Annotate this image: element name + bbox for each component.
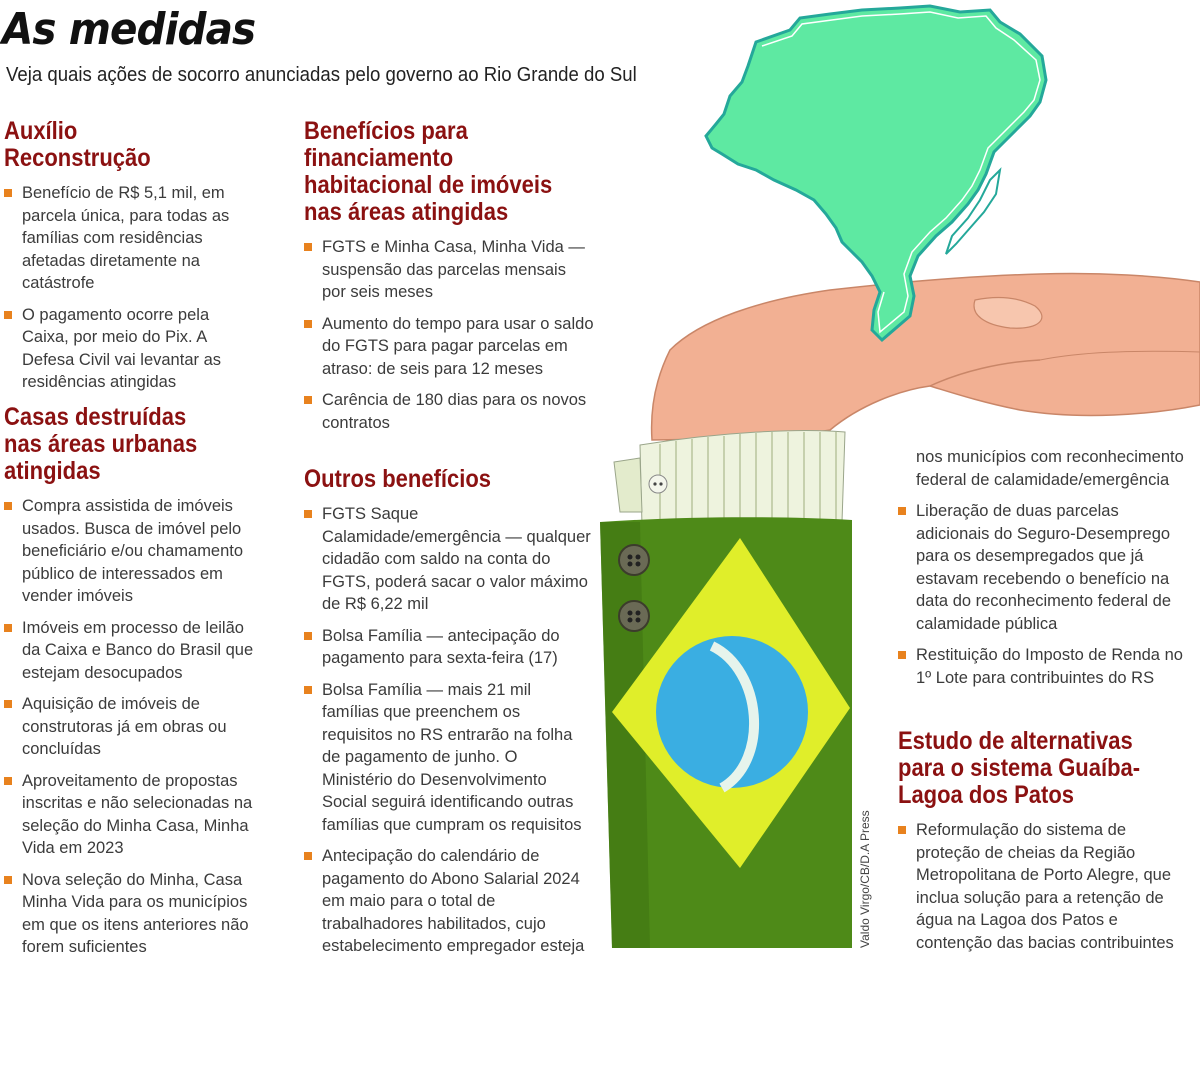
page-subtitle: Veja quais ações de socorro anunciadas pelo governo ao Rio Grande do Sul	[6, 64, 637, 86]
list-item-text: Compra assistida de imóveis usados. Busca de imóvel pelo beneficiário e/ou chamamento público de interessados em vender imóveis	[22, 497, 244, 605]
list-item-text: Aumento do tempo para usar o saldo do FGTS para pagar parcelas em atraso: de seis para 12 meses	[322, 314, 594, 378]
item-list	[4, 182, 244, 394]
list-item	[4, 770, 258, 860]
bullet-icon	[4, 700, 12, 708]
list-item	[304, 625, 592, 670]
list-item-text: Aproveitamento de propostas inscritas e não selecionadas na seleção do Minha Casa, Minha Vida em 2023	[22, 771, 253, 857]
bullet-icon	[4, 311, 12, 319]
page-title: As medidas	[2, 4, 256, 55]
list-item-text: Restituição do Imposto de Renda no 1º Lote para contribuintes do RS	[916, 646, 1183, 687]
list-item-text: Aquisição de imóveis de construtoras já em obras ou concluídas	[22, 695, 227, 758]
list-item	[304, 679, 592, 837]
list-item-text: Bolsa Família — mais 21 mil famílias que preenchem os requisitos no RS entrarão na folha de pagamento de junho. O Ministério do Desenvolvimento Social seguirá identificando outras famílias que cumpram os requisitos	[322, 680, 582, 834]
bullet-icon	[304, 510, 312, 518]
list-item	[304, 313, 594, 381]
item-list	[304, 503, 592, 958]
list-item	[898, 500, 1190, 635]
bullet-icon	[304, 243, 312, 251]
list-item	[4, 304, 244, 394]
bullet-icon	[304, 396, 312, 404]
list-item-text: Nova seleção do Minha, Casa Minha Vida para os municípios em que os itens anteriores não forem suficientes	[22, 870, 249, 956]
list-item-text: FGTS e Minha Casa, Minha Vida — suspensão das parcelas mensais por seis meses	[322, 238, 585, 301]
list-item-text: Antecipação do calendário de pagamento do Abono Salarial 2024 em maio para o total de trabalhadores habilitados, cujo estabelecimento empregador esteja	[322, 847, 585, 955]
list-item	[898, 819, 1190, 954]
list-item	[304, 236, 594, 304]
list-item-text: Imóveis em processo de leilão da Caixa e Banco do Brasil que estejam desocupados	[22, 618, 254, 682]
shirt-cuff-icon	[614, 431, 845, 526]
list-item-continuation	[898, 446, 1190, 491]
item-list	[304, 236, 594, 434]
bullet-icon	[4, 777, 12, 785]
bullet-icon	[898, 651, 906, 659]
list-item-text: Benefício de R$ 5,1 mil, em parcela única, para todas as famílias com residências afetadas diretamente na catástrofe	[22, 184, 230, 292]
section-financiamento-habitacional	[304, 118, 594, 443]
section-heading: Auxílio Reconstrução	[4, 117, 151, 172]
item-list	[4, 495, 258, 959]
section-heading: Benefícios para financiamento habitacional de imóveis nas áreas atingidas	[304, 117, 553, 226]
list-item-text: FGTS Saque Calamidade/emergência — qualquer cidadão com saldo na conta do FGTS, poderá sacar o valor máximo de R$ 6,22 mil	[322, 505, 591, 613]
section-heading: Estudo de alternativas para o sistema Guaíba-Lagoa dos Patos	[898, 727, 1141, 809]
section-outros-beneficios	[304, 466, 592, 967]
item-list	[898, 446, 1190, 689]
bullet-icon	[304, 686, 312, 694]
bullet-icon	[4, 502, 12, 510]
open-hand-icon	[652, 273, 1200, 440]
list-item	[4, 617, 258, 685]
list-item	[4, 693, 258, 761]
photo-credit: Valdo Virgo/CB/D.A Press	[858, 810, 872, 948]
bullet-icon	[304, 632, 312, 640]
list-item-text: O pagamento ocorre pela Caixa, por meio do Pix. A Defesa Civil vai levantar as residências atingidas	[22, 305, 221, 391]
bullet-icon	[304, 852, 312, 860]
brazil-flag-sleeve-icon	[600, 517, 852, 948]
bullet-icon	[304, 320, 312, 328]
bullet-icon	[4, 624, 12, 632]
bullet-icon	[898, 826, 906, 834]
list-item-text: Bolsa Família — antecipação do pagamento para sexta-feira (17)	[322, 626, 560, 667]
section-auxilio-reconstrucao	[4, 118, 244, 403]
item-list	[898, 819, 1190, 954]
section-casas-destruidas	[4, 404, 258, 968]
list-item-text: Reformulação do sistema de proteção de cheias da Região Metropolitana de Porto Alegre, que inclua solução para a retenção de água na Lagoa dos Patos e contenção das bacias contribuintes	[916, 821, 1174, 952]
list-item-text: Liberação de duas parcelas adicionais do Seguro-Desemprego para os desempregados que já estavam recebendo o benefício na data do reconhecimento federal de calamidade pública	[916, 502, 1172, 633]
list-item	[898, 644, 1190, 689]
bullet-icon	[4, 876, 12, 884]
list-item	[304, 503, 592, 616]
list-item	[4, 869, 258, 959]
section-heading: Casas destruídas nas áreas urbanas atingidas	[4, 403, 198, 485]
list-item	[304, 389, 594, 434]
list-item	[4, 182, 244, 295]
list-item-text: Carência de 180 dias para os novos contratos	[322, 391, 587, 432]
section-heading: Outros benefícios	[304, 465, 492, 493]
bullet-icon	[898, 507, 906, 515]
list-item	[4, 495, 258, 608]
section-outros-beneficios-continued	[898, 446, 1190, 698]
section-estudo-alternativas	[898, 728, 1190, 963]
bullet-icon	[4, 189, 12, 197]
list-item-text: nos municípios com reconhecimento federal de calamidade/emergência	[916, 448, 1184, 489]
list-item	[304, 845, 592, 958]
